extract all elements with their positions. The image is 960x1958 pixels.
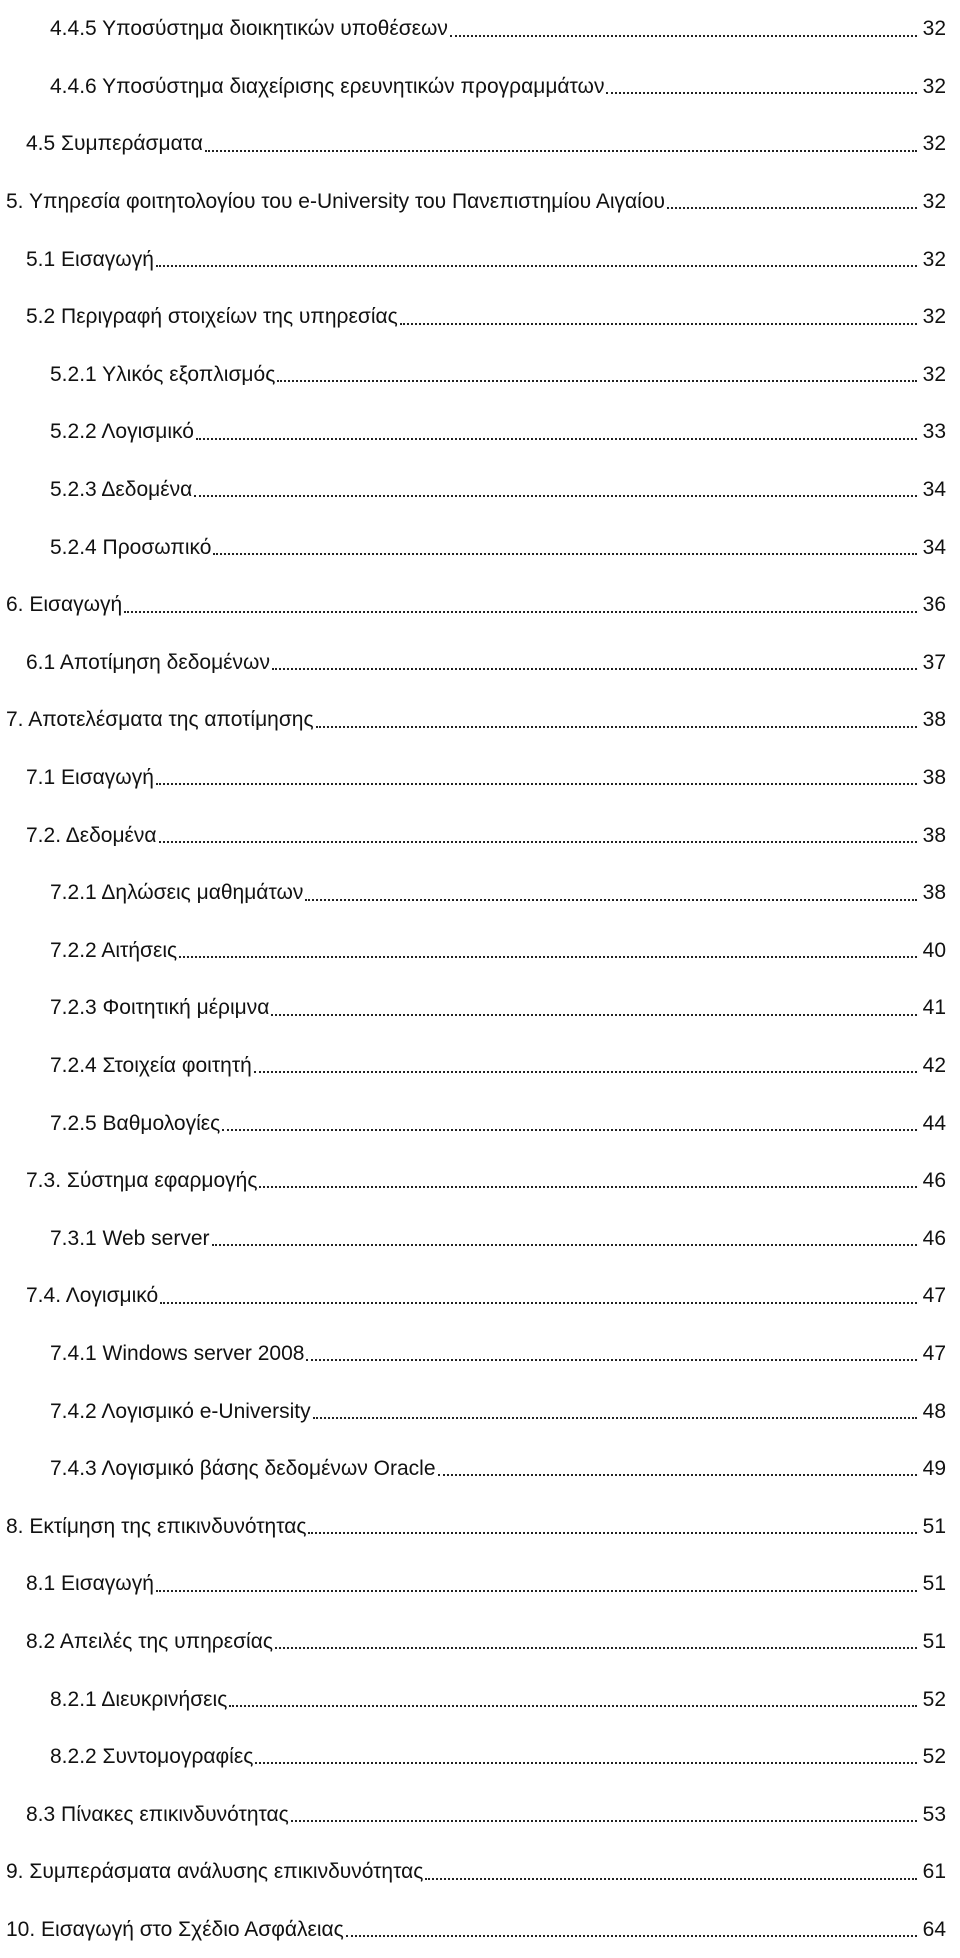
toc-dot-leader bbox=[306, 1359, 916, 1361]
toc-dot-leader bbox=[194, 495, 916, 497]
toc-entry[interactable] bbox=[0, 1670, 960, 1728]
toc-page-number: 53 bbox=[917, 1804, 946, 1825]
toc-dot-leader bbox=[277, 380, 916, 382]
toc-page-number: 38 bbox=[917, 767, 946, 788]
toc-page-number: 32 bbox=[917, 306, 946, 327]
toc-entry[interactable] bbox=[0, 1843, 960, 1901]
toc-entry-label: 5.2.1 Υλικός εξοπλισμός bbox=[50, 362, 276, 386]
toc-entry-label: 7. Αποτελέσματα της αποτίμησης bbox=[6, 708, 314, 732]
toc-entry[interactable] bbox=[0, 461, 960, 519]
toc-entry-label: 10. Εισαγωγή στο Σχέδιο Ασφάλειας bbox=[6, 1917, 344, 1941]
toc-page-number: 32 bbox=[917, 191, 946, 212]
toc-entry-label: 6. Εισαγωγή bbox=[6, 593, 123, 617]
toc-page-number: 44 bbox=[917, 1113, 946, 1134]
toc-dot-leader bbox=[156, 783, 917, 785]
toc-entry[interactable] bbox=[0, 1728, 960, 1786]
toc-entry[interactable] bbox=[0, 1497, 960, 1555]
toc-entry[interactable] bbox=[0, 115, 960, 173]
toc-entry[interactable] bbox=[0, 0, 960, 58]
toc-entry[interactable] bbox=[0, 864, 960, 922]
toc-page-number: 51 bbox=[917, 1631, 946, 1652]
toc-page-number: 32 bbox=[917, 364, 946, 385]
toc-entry[interactable] bbox=[0, 922, 960, 980]
toc-entry-label: 9. Συμπεράσματα ανάλυσης επικινδυνότητας bbox=[6, 1860, 424, 1884]
toc-entry[interactable] bbox=[0, 634, 960, 692]
toc-entry-label: 8.1 Εισαγωγή bbox=[26, 1572, 154, 1596]
toc-entry-label: 7.4.1 Windows server 2008 bbox=[50, 1341, 305, 1365]
toc-dot-leader bbox=[272, 668, 917, 670]
toc-dot-leader bbox=[308, 1532, 916, 1534]
toc-page-number: 33 bbox=[917, 421, 946, 442]
toc-dot-leader bbox=[159, 841, 917, 843]
toc-entry[interactable] bbox=[0, 1267, 960, 1325]
toc-page-number: 32 bbox=[917, 18, 946, 39]
toc-dot-leader bbox=[160, 1302, 916, 1304]
toc-entry[interactable] bbox=[0, 1785, 960, 1843]
toc-entry-label: 5.2.2 Λογισμικό bbox=[50, 420, 194, 444]
toc-entry[interactable] bbox=[0, 403, 960, 461]
toc-entry-label: 5. Υπηρεσία φοιτητολογίου του e-University του Πανεπιστημίου Αιγαίου bbox=[6, 190, 665, 214]
toc-dot-leader bbox=[275, 1647, 917, 1649]
toc-entry[interactable] bbox=[0, 1209, 960, 1267]
toc-page-number: 32 bbox=[917, 76, 946, 97]
toc-entry-label: 4.5 Συμπεράσματα bbox=[26, 132, 203, 156]
toc-page-number: 49 bbox=[917, 1458, 946, 1479]
toc-entry-label: 4.4.6 Υποσύστημα διαχείρισης ερευνητικών προγραμμάτων bbox=[50, 74, 605, 98]
toc-entry-label: 4.4.5 Υποσύστημα διοικητικών υποθέσεων bbox=[50, 17, 448, 41]
toc-page-number: 42 bbox=[917, 1055, 946, 1076]
toc-entry[interactable] bbox=[0, 346, 960, 404]
toc-entry[interactable] bbox=[0, 806, 960, 864]
toc-dot-leader bbox=[667, 207, 917, 209]
toc-entry[interactable] bbox=[0, 1440, 960, 1498]
toc-entry[interactable] bbox=[0, 1382, 960, 1440]
toc-page-number: 38 bbox=[917, 825, 946, 846]
toc-entry[interactable] bbox=[0, 576, 960, 634]
toc-dot-leader bbox=[425, 1878, 916, 1880]
toc-page-number: 32 bbox=[917, 249, 946, 270]
toc-entry-label: 8.2.2 Συντομογραφίες bbox=[50, 1745, 254, 1769]
toc-dot-leader bbox=[254, 1071, 917, 1073]
toc-page-number: 41 bbox=[917, 997, 946, 1018]
toc-entry-label: 5.2 Περιγραφή στοιχείων της υπηρεσίας bbox=[26, 305, 398, 329]
toc-entry-label: 7.4. Λογισμικό bbox=[26, 1284, 159, 1308]
toc-dot-leader bbox=[212, 1244, 917, 1246]
toc-entry[interactable] bbox=[0, 691, 960, 749]
toc-dot-leader bbox=[156, 265, 917, 267]
toc-entry-label: 8. Εκτίμηση της επικινδυνότητας bbox=[6, 1514, 307, 1538]
toc-entry-label: 7.1 Εισαγωγή bbox=[26, 766, 154, 790]
toc-dot-leader bbox=[438, 1474, 917, 1476]
toc-entry[interactable] bbox=[0, 749, 960, 807]
toc-entry-label: 7.2.4 Στοιχεία φοιτητή bbox=[50, 1053, 252, 1077]
toc-entry-label: 5.1 Εισαγωγή bbox=[26, 247, 154, 271]
toc-entry[interactable] bbox=[0, 173, 960, 231]
toc-dot-leader bbox=[229, 1705, 916, 1707]
toc-page-number: 47 bbox=[917, 1343, 946, 1364]
toc-entry-label: 7.3.1 Web server bbox=[50, 1226, 210, 1250]
toc-entry[interactable] bbox=[0, 979, 960, 1037]
toc-entry-label: 7.2.2 Αιτήσεις bbox=[50, 938, 178, 962]
toc-page-number: 38 bbox=[917, 709, 946, 730]
toc-dot-leader bbox=[259, 1186, 916, 1188]
toc-dot-leader bbox=[255, 1762, 916, 1764]
toc-dot-leader bbox=[346, 1935, 917, 1937]
toc-entry[interactable] bbox=[0, 288, 960, 346]
toc-page-number: 36 bbox=[917, 594, 946, 615]
toc-entry[interactable] bbox=[0, 1037, 960, 1095]
toc-entry-label: 7.3. Σύστημα εφαρμογής bbox=[26, 1169, 258, 1193]
toc-dot-leader bbox=[213, 553, 916, 555]
toc-dot-leader bbox=[313, 1417, 917, 1419]
toc-page-number: 64 bbox=[917, 1919, 946, 1940]
toc-entry-label: 7.4.2 Λογισμικό e-University bbox=[50, 1399, 311, 1423]
toc-entry[interactable] bbox=[0, 230, 960, 288]
toc-dot-leader bbox=[291, 1820, 917, 1822]
toc-dot-leader bbox=[196, 438, 917, 440]
toc-page-number: 34 bbox=[917, 479, 946, 500]
toc-entry-label: 5.2.4 Προσωπικό bbox=[50, 535, 212, 559]
toc-entry[interactable] bbox=[0, 518, 960, 576]
toc-dot-leader bbox=[606, 92, 916, 94]
toc-entry[interactable] bbox=[0, 1555, 960, 1613]
toc-dot-leader bbox=[179, 956, 917, 958]
toc-entry-label: 6.1 Αποτίμηση δεδομένων bbox=[26, 650, 270, 674]
toc-page-number: 32 bbox=[917, 133, 946, 154]
toc-dot-leader bbox=[271, 1014, 916, 1016]
toc-page-number: 46 bbox=[917, 1228, 946, 1249]
toc-dot-leader bbox=[222, 1129, 916, 1131]
toc-entry[interactable] bbox=[0, 1325, 960, 1383]
toc-dot-leader bbox=[316, 726, 917, 728]
toc-entry-label: 8.2.1 Διευκρινήσεις bbox=[50, 1687, 228, 1711]
toc-page-number: 47 bbox=[917, 1285, 946, 1306]
toc-page-number: 40 bbox=[917, 940, 946, 961]
toc-entry-label: 5.2.3 Δεδομένα bbox=[50, 478, 193, 502]
toc-page-number: 38 bbox=[917, 882, 946, 903]
toc-entry-label: 7.2.5 Βαθμολογίες bbox=[50, 1111, 221, 1135]
toc-entry-label: 7.2. Δεδομένα bbox=[26, 823, 157, 847]
toc-entry[interactable] bbox=[0, 1152, 960, 1210]
toc-dot-leader bbox=[124, 611, 916, 613]
toc-page-number: 52 bbox=[917, 1746, 946, 1767]
toc-entry-label: 7.4.3 Λογισμικό βάσης δεδομένων Oracle bbox=[50, 1457, 436, 1481]
toc-page-number: 46 bbox=[917, 1170, 946, 1191]
toc-page-number: 51 bbox=[917, 1573, 946, 1594]
toc-entry-label: 7.2.1 Δηλώσεις μαθημάτων bbox=[50, 881, 304, 905]
toc-dot-leader bbox=[400, 323, 917, 325]
toc-dot-leader bbox=[305, 899, 916, 901]
toc-dot-leader bbox=[205, 150, 917, 152]
toc-page-number: 34 bbox=[917, 537, 946, 558]
toc-page-number: 51 bbox=[917, 1516, 946, 1537]
toc-page-number: 52 bbox=[917, 1689, 946, 1710]
toc-page-number: 37 bbox=[917, 652, 946, 673]
toc-entry-label: 7.2.3 Φοιτητική μέριμνα bbox=[50, 996, 270, 1020]
toc-entry-label: 8.3 Πίνακες επικινδυνότητας bbox=[26, 1802, 289, 1826]
toc-entry-label: 8.2 Απειλές της υπηρεσίας bbox=[26, 1629, 273, 1653]
toc-page-number: 61 bbox=[917, 1861, 946, 1882]
toc-entry[interactable] bbox=[0, 1094, 960, 1152]
toc-entry[interactable] bbox=[0, 58, 960, 116]
toc-entry[interactable] bbox=[0, 1613, 960, 1671]
toc-dot-leader bbox=[450, 35, 917, 37]
toc-page-number: 48 bbox=[917, 1401, 946, 1422]
toc-entry[interactable] bbox=[0, 1901, 960, 1958]
